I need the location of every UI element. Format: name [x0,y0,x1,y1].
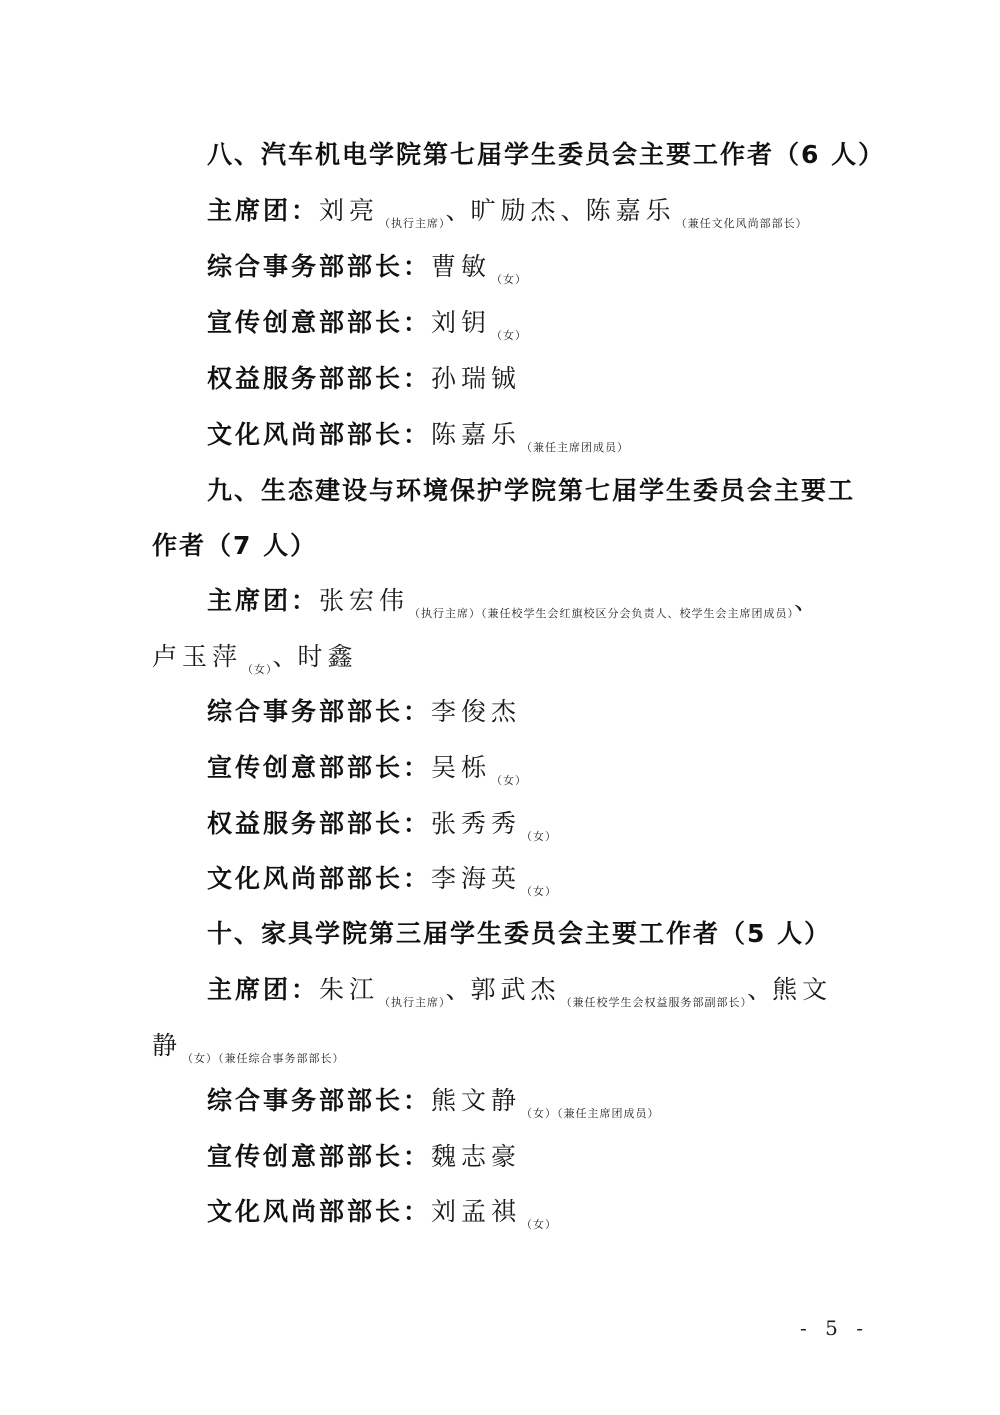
member-note: （兼任文化风尚部部长） [675,217,808,230]
role-name: 张秀秀 [431,809,522,838]
separator: 、 [560,196,586,225]
role-name: 孙瑞铖 [431,364,522,393]
section-9-role-3 [207,809,558,843]
member-note: （兼任校学生会权益服务部副部长） [560,996,748,1009]
section-9-role-4 [207,864,558,898]
section-10-role-2 [207,1144,521,1169]
member-name: 旷励杰 [470,196,561,225]
section-9-presidium-line2 [152,642,358,676]
section-10-role-3 [207,1197,558,1231]
role-label: 宣传创意部部长： [207,1142,432,1171]
role-name: 陈嘉乐 [431,420,522,449]
role-name: 魏志豪 [431,1142,522,1171]
section-10-presidium-line1 [207,975,833,1009]
member-name: 刘亮 [319,196,380,225]
separator: 、 [747,975,773,1004]
section-10-presidium-line2 [152,1031,345,1065]
role-label: 综合事务部部长： [207,697,432,726]
role-label: 权益服务部部长： [207,364,432,393]
role-name: 熊文静 [431,1086,522,1115]
separator: 、 [794,586,820,615]
member-name: 朱江 [319,975,380,1004]
section-8-heading: 八、汽车机电学院第七届学生委员会主要工作者（6 人） [207,140,886,169]
role-note: （女）（兼任主席团成员） [521,1107,660,1120]
member-name: 时鑫 [297,642,358,671]
role-note: （女） [521,1218,558,1231]
section-8-role-4 [207,420,630,454]
member-note: （女） [242,663,273,676]
role-note: （女） [491,329,528,342]
separator: 、 [445,975,471,1004]
section-9-role-1 [207,699,521,724]
page-number: - 5 - [800,1316,869,1340]
section-10-role-1 [207,1086,660,1120]
role-label: 综合事务部部长： [207,1086,432,1115]
section-8-role-1 [207,252,528,286]
section-8-role-3 [207,366,521,391]
role-name: 曹敏 [431,252,492,281]
presidium-label: 主席团： [207,586,320,615]
member-name: 郭武杰 [470,975,561,1004]
role-note: （兼任主席团成员） [521,441,630,454]
section-9-presidium-line1 [207,586,820,620]
section-8-role-2 [207,308,528,342]
role-label: 文化风尚部部长： [207,1197,432,1226]
role-name: 刘孟祺 [431,1197,522,1226]
member-name-part: 静 [152,1031,183,1060]
section-9-heading-line2: 作者（7 人） [152,531,318,560]
presidium-label: 主席团： [207,196,320,225]
member-note: （执行主席） [379,996,446,1009]
member-note: （执行主席）（兼任校学生会红旗校区分会负责人、校学生会主席团成员） [409,607,795,620]
section-9-role-2 [207,753,528,787]
member-note: （执行主席） [379,217,446,230]
role-note: （女） [491,774,528,787]
member-name: 张宏伟 [319,586,410,615]
role-name: 吴栎 [431,753,492,782]
role-name: 李俊杰 [431,697,522,726]
member-name: 陈嘉乐 [585,196,676,225]
separator: 、 [272,642,298,671]
member-name: 卢玉萍 [152,642,243,671]
role-label: 权益服务部部长： [207,809,432,838]
presidium-label: 主席团： [207,975,320,1004]
role-name: 李海英 [431,864,522,893]
section-8-presidium [207,196,808,230]
section-10-heading: 十、家具学院第三届学生委员会主要工作者（5 人） [207,919,832,948]
member-name-part: 熊文 [772,975,833,1004]
role-label: 文化风尚部部长： [207,420,432,449]
role-note: （女） [491,273,528,286]
role-label: 综合事务部部长： [207,252,432,281]
role-label: 文化风尚部部长： [207,864,432,893]
role-label: 宣传创意部部长： [207,308,432,337]
role-note: （女） [521,830,558,843]
section-9-heading-line1: 九、生态建设与环境保护学院第七届学生委员会主要工 [207,476,856,505]
member-note: （女）（兼任综合事务部部长） [182,1052,345,1065]
role-name: 刘钥 [431,308,492,337]
role-label: 宣传创意部部长： [207,753,432,782]
separator: 、 [445,196,471,225]
role-note: （女） [521,885,558,898]
